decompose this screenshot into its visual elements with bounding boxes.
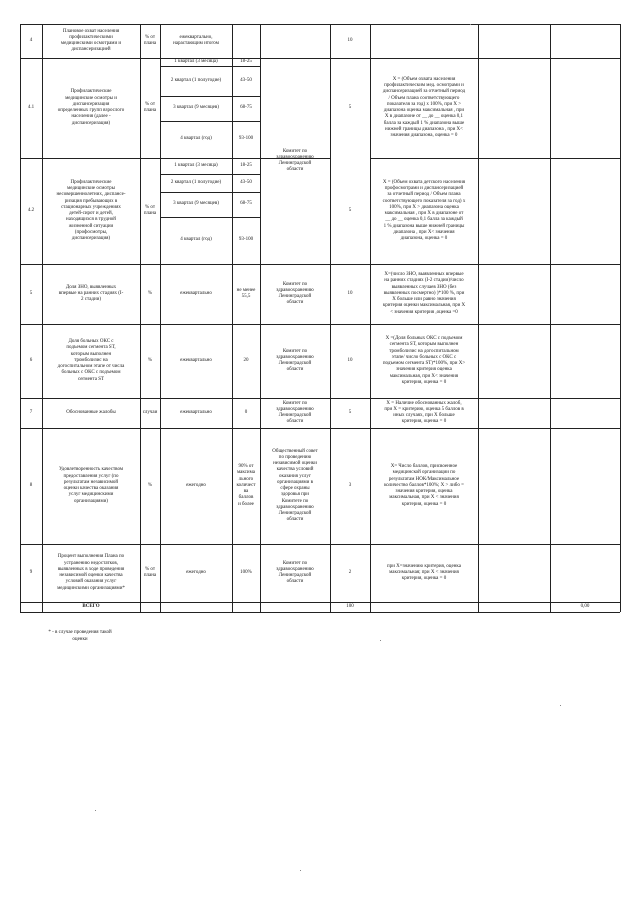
row-4-2-number: 4.2 — [27, 207, 35, 213]
row-6-points: 10 — [347, 357, 353, 363]
row-4-1-q3-value: 68-75 — [240, 105, 252, 111]
row-4-2-q3-period: 3 квартал (9 месяцев) — [173, 201, 219, 207]
row-4-2-points: 5 — [348, 207, 352, 213]
row-7-info: Комитет по здравоохранению Ленинградской области — [276, 400, 314, 425]
row-5-period: ежеквартально — [180, 290, 212, 296]
row-4-1-q1-period: 1 квартал (3 месяца) — [174, 58, 218, 64]
row-8-value: 90% от максима льного количест ва баллов и более — [236, 464, 256, 507]
row-8-number: 8 — [29, 482, 33, 488]
row-9-value: 100% — [240, 569, 252, 575]
row-7-period: ежеквартально — [180, 409, 212, 415]
row-4-1-q1-value: 18-25 — [240, 58, 252, 64]
row-4-2-q3-value: 68-75 — [240, 201, 252, 207]
row-5-formula: X=(число ЗНО, выявленных впервые на ранних стадиях (I-2 стадии)/число выявленных случаев ЗНО (без выявленных посмертно) )*100 %, при X больше или равно значения критерия оценки максимальная, при X < значения критерия ,оценка =0 — [382, 272, 466, 315]
row-6-period: ежеквартально — [180, 357, 212, 363]
row-4-1-points: 5 — [348, 104, 352, 110]
row-9-formula: при X=значению критерия, оценка максимальная; при X < значения критерия, оценка = 0 — [387, 563, 461, 582]
row-8-period: ежегодно — [186, 482, 206, 488]
row-4-1-q2-value: 43-50 — [240, 77, 252, 83]
row-7-unit: случаи — [142, 409, 158, 415]
row-4-1-q2-period: 2 квартал (1 полугодие) — [170, 77, 222, 83]
row-4-1-q4-value: 93-100 — [238, 136, 254, 142]
row-4-2-q1-value: 18-25 — [240, 162, 252, 168]
row-4-points: 10 — [347, 37, 353, 43]
row-6-number: 6 — [29, 357, 33, 363]
row-5-unit: % — [147, 290, 153, 296]
row-8-formula: X= Число баллов, присвоенное медицинской организации по результатам НОК/Максимальное количество баллов*100%; X > либо = значения критерия, оценка максимальная, при X < значения критерия, оценка = 0 — [384, 464, 464, 507]
row-8-points: 3 — [348, 482, 352, 488]
row-8-info: Общественный совет по проведению независимой оценки качества условий оказания услуг организациями в сфере охраны здоровья при Комитете по здравоохранению Ленинградской области — [272, 448, 318, 523]
row-4-1-q3-period: 3 квартал (9 месяцев) — [173, 105, 219, 111]
row-4-1-name: Профилактические медицинские осмотры и диспансеризация определенных групп взрослого населения (далее - диспансеризация) — [57, 89, 125, 126]
row-4-number: 4 — [29, 37, 33, 43]
total-label: ВСЕГО — [82, 603, 100, 609]
row-9-info: Комитет по здравоохранению Ленинградской области — [276, 560, 314, 585]
row-7-name: Обоснованные жалобы — [66, 409, 116, 415]
row-4-name: Плановое охват населения профилактическими медицинскими осмотрами и диспансеризацией — [60, 28, 122, 53]
row-5-info: Комитет по здравоохранению Ленинградской области — [276, 281, 314, 306]
scan-speck — [95, 810, 96, 811]
total-extra: 0,00 — [580, 603, 590, 609]
row-9-name: Процент выполнения Плана по устранению недостатков, выявленных в ходе проведения независимой оценки качества условий оказания услуг медицинскими организациями* — [57, 554, 125, 591]
scan-speck — [380, 640, 381, 641]
row-4-2-formula: X = (Объем охвата детского населения профосмотрами и диспансеризацией за отчетный период / Объем плана соответствующего показателя за год) х 100%, при X > диапазона оценка максимальная , при X в диапазоне от __ до __ оценка 0,1 балла за каждый 1 % диапазона выше нижней границы диапазона , при X< значения диапазона, оценка = 0 — [382, 179, 466, 241]
scan-speck — [470, 24, 471, 25]
row-9-points: 2 — [348, 569, 352, 575]
row-4-1-q4-period: 4 квартал (год) — [180, 136, 212, 142]
row-9-unit: % от плана — [143, 566, 157, 578]
row-9-period: ежегодно — [186, 569, 206, 575]
scan-speck — [560, 705, 561, 706]
row-6-name: Доля больных ОКС с подъемом сегмента ST, которым выполнен тромболизис на догоспитальном этапе от числа больных с ОКС с подъемом сегмента ST — [57, 339, 125, 382]
row-5-points: 10 — [347, 290, 353, 296]
row-7-number: 7 — [29, 409, 33, 415]
row-4-unit: % от плана — [143, 34, 157, 46]
row-4-2-q2-value: 43-50 — [240, 179, 252, 185]
scan-speck — [300, 870, 301, 871]
indicator-table — [20, 24, 620, 612]
row-5-name: Доля ЗНО, выявленных впервые на ранних стадиях (I- 2 стадии) — [58, 284, 124, 303]
row-6-value: 20 — [243, 357, 249, 363]
row-6-info: Комитет по здравоохранению Ленинградской области — [276, 348, 314, 373]
row-4-2-q4-period: 4 квартал (год) — [180, 237, 212, 243]
row-6-unit: % — [147, 357, 153, 363]
row-9-number: 9 — [29, 569, 33, 575]
row-4-period: ежеквартально, нарастающим итогом — [173, 34, 219, 46]
row-4-2-name: Профилактические медицинские осмотры несовершеннолетних, диспансе- ризация пребывающих в стационарных учреждениях детей-сирот и детей, находящихся в трудной жизненной ситуации (профосмотры, диспансеризация) — [56, 179, 126, 241]
row-4-2-q1-period: 1 квартал (3 месяца) — [174, 162, 218, 168]
row-5-value: не менее 55,5 — [236, 287, 256, 299]
row-4-1-unit: % от плана — [143, 101, 157, 113]
row-8-unit: % — [147, 482, 153, 488]
row-7-value: 0 — [244, 409, 248, 415]
row-4-1-formula: X = (Объем охвата населения профилактическим мед. осмотрами и диспансеризацией за отчетный период / Объем плана соответствующего показателя за год) х 100%, при X > диапазона оценка максимальная , при X в диапазоне от __ до __ оценка 0,1 балла за каждый 1 % диапазона выше нижней границы диапазона , при X< значения диапазона, оценка = 0 — [382, 76, 466, 138]
row-8-name: Удовлетворенность качеством предоставления услуг (по результатам независимой оценки качества оказания услуг медицинскими организациями) — [58, 467, 124, 504]
row-4-1-number: 4.1 — [27, 104, 35, 110]
total-points: 100 — [346, 603, 354, 609]
row-4-2-unit: % от плана — [143, 204, 157, 216]
row-4-2-q4-value: 93-100 — [238, 237, 254, 243]
row-7-formula: X = Наличие обоснованных жалоб, при X = критерию, оценка 5 баллов в иных случаях, при X больше критерия, оценка = 0 — [384, 400, 464, 425]
rows-4-1-4-2-info: Комитет по здравоохранению Ленинградской области — [276, 148, 314, 173]
footnote: * - в случае проведения такой оценки — [48, 630, 112, 642]
row-6-formula: X =(Доля больных ОКС с подъемом сегмента ST, которым выполнен тромболизис на догоспитальном этапе/ число больных с ОКС с подъемом сегмента ST)*100%, при X> значения критерия оценка максимальная, при X< значения критерия, оценка = 0 — [382, 336, 466, 385]
row-5-number: 5 — [29, 290, 33, 296]
row-7-points: 5 — [348, 409, 352, 415]
row-4-2-q2-period: 2 квартал (1 полугодие) — [170, 179, 222, 185]
